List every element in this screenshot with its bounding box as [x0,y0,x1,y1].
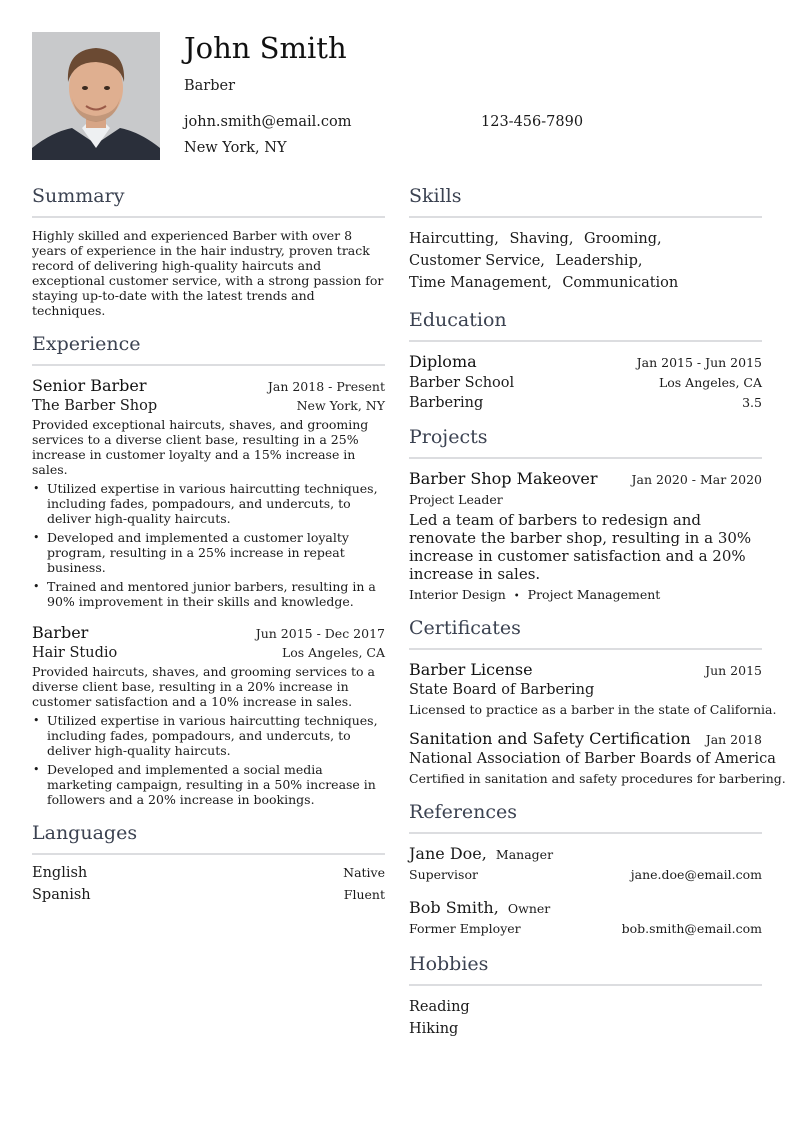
study-area: Barbering [409,395,484,411]
certificate-description: Certified in sanitation and safety procedures for barbering. [409,771,786,786]
list-item: • Trained and mentored junior barbers, resulting in a 90% improvement in their skills and knowledge. [47,579,385,609]
portrait-photo-icon [32,32,160,160]
certificate-description: Licensed to practice as a barber in the state of California. [409,702,777,717]
education-section [409,308,762,411]
job-bullets [32,713,385,807]
reference-relation: Supervisor [409,867,478,882]
project-keywords [409,587,762,602]
language-item [32,865,385,881]
section-title: Certificates [409,616,762,650]
certificate-issuer: State Board of Barbering [409,682,595,698]
left-column [32,184,385,917]
skill-item: Leadership, [555,253,643,269]
location-text: New York, NY [184,140,287,156]
list-item: • Developed and implemented a customer loyalty program, resulting in a 25% increase in repeat business. [47,530,385,575]
certificates-section [409,616,786,786]
section-title: Education [409,308,762,342]
company-name: The Barber Shop [32,398,158,414]
right-column [409,184,786,1054]
certificate-date: Jan 2018 [705,732,762,747]
reference-email[interactable]: bob.smith@email.com [621,921,762,936]
email-link[interactable]: john.smith@email.com [184,114,352,130]
reference-role: Manager [495,847,554,862]
education-score: 3.5 [742,395,762,410]
certificate-item [409,660,777,717]
section-title: Projects [409,425,762,459]
skill-item: Communication [562,275,679,291]
skill-item: Shaving, [509,231,574,247]
candidate-headline: Barber [184,78,236,94]
experience-section [32,332,385,807]
school-name: Barber School [409,375,515,391]
reference-name: Bob Smith, [409,898,499,917]
list-item: • Developed and implemented a social media marketing campaign, resulting in a 50% increase in followers and a 20% increase in bookings. [47,762,385,807]
reference-role: Owner [507,901,551,916]
certificate-issuer: National Association of Barber Boards of America [409,751,776,767]
list-item: • Utilized expertise in various haircutting techniques, including fades, pompadours, and undercuts, to deliver high-quality haircuts. [47,481,385,526]
experience-item [32,376,385,609]
hobby-item: Reading [409,999,470,1015]
reference-item [409,898,762,936]
references-section [409,800,762,936]
education-date: Jan 2015 - Jun 2015 [636,355,762,370]
reference-item [409,844,762,882]
section-title: Summary [32,184,385,218]
keyword: Project Management [527,587,661,602]
hobby-item: Hiking [409,1021,459,1037]
projects-section [409,425,762,602]
job-bullets [32,481,385,609]
summary-text: Highly skilled and experienced Barber with over 8 years of experience in the hair industry, proven track record of delivering high-quality haircuts and exceptional customer service, with a strong passion for staying up-to-date with the latest trends and techniques. [32,228,384,318]
job-date: Jun 2015 - Dec 2017 [255,626,385,641]
hobbies-section [409,952,762,1040]
degree: Diploma [409,352,477,371]
company-name: Hair Studio [32,645,118,661]
skills-section [409,184,762,294]
summary-section [32,184,385,318]
job-position: Senior Barber [32,376,147,395]
language-level: Native [343,865,385,880]
skill-item: Time Management, [409,275,552,291]
section-title: Languages [32,821,385,855]
language-name: Spanish [32,887,91,903]
candidate-name: John Smith [184,31,347,65]
job-description: Provided haircuts, shaves, and grooming services to a diverse client base, resulting in a 20% increase in customer satisfaction and a 10% increase in sales. [32,664,375,709]
experience-item [32,623,385,807]
job-description: Provided exceptional haircuts, shaves, and grooming services to a diverse client base, resulting in a 25% increase in customer loyalty and a 15% increase in sales. [32,417,369,477]
project-date: Jan 2020 - Mar 2020 [631,472,762,487]
reference-relation: Former Employer [409,921,521,936]
school-location: Los Angeles, CA [658,375,762,390]
profile-photo [32,32,160,160]
project-name: Barber Shop Makeover [409,469,598,488]
section-title: Experience [32,332,385,366]
languages-section [32,821,385,903]
section-title: Skills [409,184,762,218]
language-name: English [32,865,88,881]
certificate-name: Barber License [409,660,533,679]
language-level: Fluent [343,887,385,902]
job-date: Jan 2018 - Present [267,379,385,394]
certificate-date: Jun 2015 [705,663,762,678]
certificate-item [409,729,786,786]
list-item: • Utilized expertise in various haircutting techniques, including fades, pompadours, and undercuts, to deliver high-quality haircuts. [47,713,385,758]
project-description: Led a team of barbers to redesign and renovate the barber shop, resulting in a 30% increase in customer satisfaction and a 20% increase in sales. [409,511,752,583]
job-location: New York, NY [296,398,385,413]
phone-number[interactable]: 123-456-7890 [481,114,584,130]
reference-name: Jane Doe, [409,844,487,863]
job-location: Los Angeles, CA [281,645,385,660]
section-title: Hobbies [409,952,762,986]
separator-dot-icon: • [513,591,520,602]
keyword: Interior Design [409,587,506,602]
reference-email[interactable]: jane.doe@email.com [630,867,762,882]
skill-item: Haircutting, [409,231,499,247]
skill-item: Grooming, [584,231,662,247]
language-item [32,887,385,903]
job-position: Barber [32,623,89,642]
skills-list [409,228,762,294]
project-role: Project Leader [409,492,503,507]
section-title: References [409,800,762,834]
certificate-name: Sanitation and Safety Certification [409,729,691,748]
skill-item: Customer Service, [409,253,545,269]
